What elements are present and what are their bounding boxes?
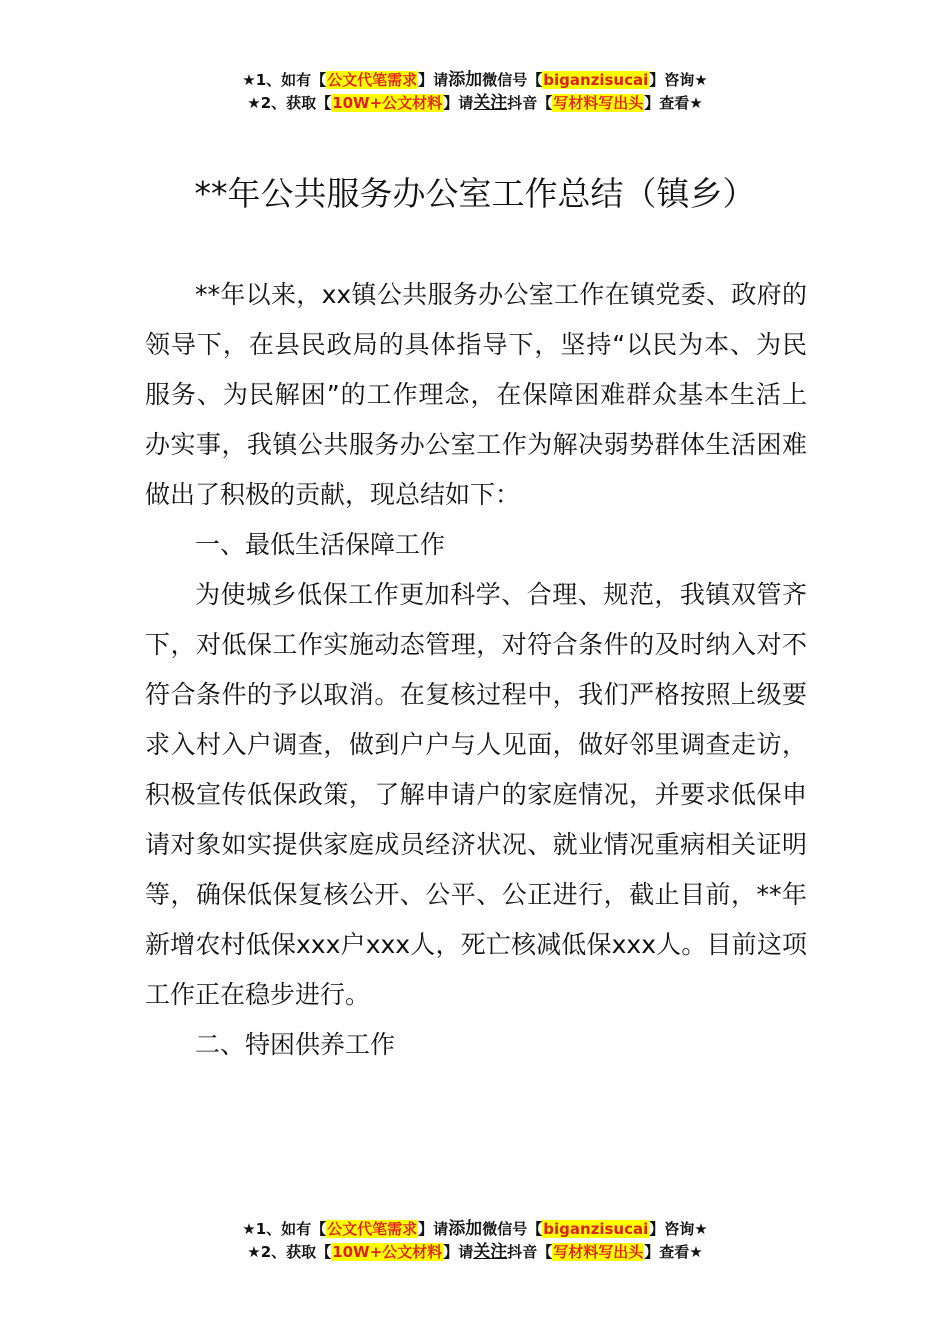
banner-text: ★1、如有【 xyxy=(242,1220,327,1238)
banner-text: 】查看★ xyxy=(644,94,703,112)
banner-emphasis: 添加 xyxy=(448,1219,483,1239)
banner-text: 】请 xyxy=(418,1220,449,1238)
banner-emphasis: 关注 xyxy=(473,93,508,113)
banner-text: 】咨询★ xyxy=(649,1220,708,1238)
banner-text: 】请 xyxy=(418,71,449,89)
banner-highlight-materials: 10W+公文材料 xyxy=(332,94,443,112)
banner-text: ★2、获取【 xyxy=(247,94,332,112)
paragraph-intro: **年以来，xx镇公共服务办公室工作在镇党委、政府的领导下，在县民政局的具体指导下，坚持“以民为本、为民服务、为民解困”的工作理念，在保障困难群众基本生活上办实事，我镇公共服务办公室工作为解决弱势群体生活困难做出了积极的贡献，现总结如下： xyxy=(145,280,807,509)
banner-highlight-douyin: 写材料写出头 xyxy=(553,94,644,112)
banner-highlight-wechat: biganzisucai xyxy=(543,71,649,89)
banner-highlight-materials: 10W+公文材料 xyxy=(332,1243,443,1261)
header-banner xyxy=(0,69,950,115)
document-title: **年公共服务办公室工作总结（镇乡） xyxy=(194,174,756,213)
banner-text: 】咨询★ xyxy=(649,71,708,89)
banner-highlight-wechat: biganzisucai xyxy=(543,1220,649,1238)
banner-text: 】请 xyxy=(443,1243,474,1261)
footer-banner xyxy=(0,1218,950,1264)
banner-line-2 xyxy=(0,1241,950,1264)
section-heading-2: 二、特困供养工作 xyxy=(195,1030,396,1059)
paragraph-section-1: 为使城乡低保工作更加科学、合理、规范，我镇双管齐下，对低保工作实施动态管理，对符合条件的及时纳入对不符合条件的予以取消。在复核过程中，我们严格按照上级要求入村入户调查，做到户户与人见面，做好邻里调查走访，积极宣传低保政策，了解申请户的家庭情况，并要求低保申请对象如实提供家庭成员经济状况、就业情况重病相关证明等，确保低保复核公开、公平、公正进行，截止目前，**年新增农村低保xxx户xxx人，死亡核减低保xxx人。目前这项工作正在稳步进行。 xyxy=(145,580,807,1009)
banner-text: ★1、如有【 xyxy=(242,71,327,89)
banner-text: ★2、获取【 xyxy=(247,1243,332,1261)
banner-text: 】查看★ xyxy=(644,1243,703,1261)
banner-highlight-douyin: 写材料写出头 xyxy=(553,1243,644,1261)
banner-text: 抖音【 xyxy=(507,94,553,112)
banner-text: 】请 xyxy=(443,94,474,112)
banner-line-2 xyxy=(0,92,950,115)
banner-text: 微信号【 xyxy=(482,71,543,89)
banner-highlight-service: 公文代笔需求 xyxy=(327,1220,418,1238)
banner-line-1 xyxy=(0,69,950,92)
banner-text: 微信号【 xyxy=(482,1220,543,1238)
banner-emphasis: 添加 xyxy=(448,70,483,90)
section-heading-1: 一、最低生活保障工作 xyxy=(195,530,446,559)
document-body xyxy=(145,270,807,1070)
banner-text: 抖音【 xyxy=(507,1243,553,1261)
banner-emphasis: 关注 xyxy=(473,1242,508,1262)
banner-highlight-service: 公文代笔需求 xyxy=(327,71,418,89)
banner-line-1 xyxy=(0,1218,950,1241)
